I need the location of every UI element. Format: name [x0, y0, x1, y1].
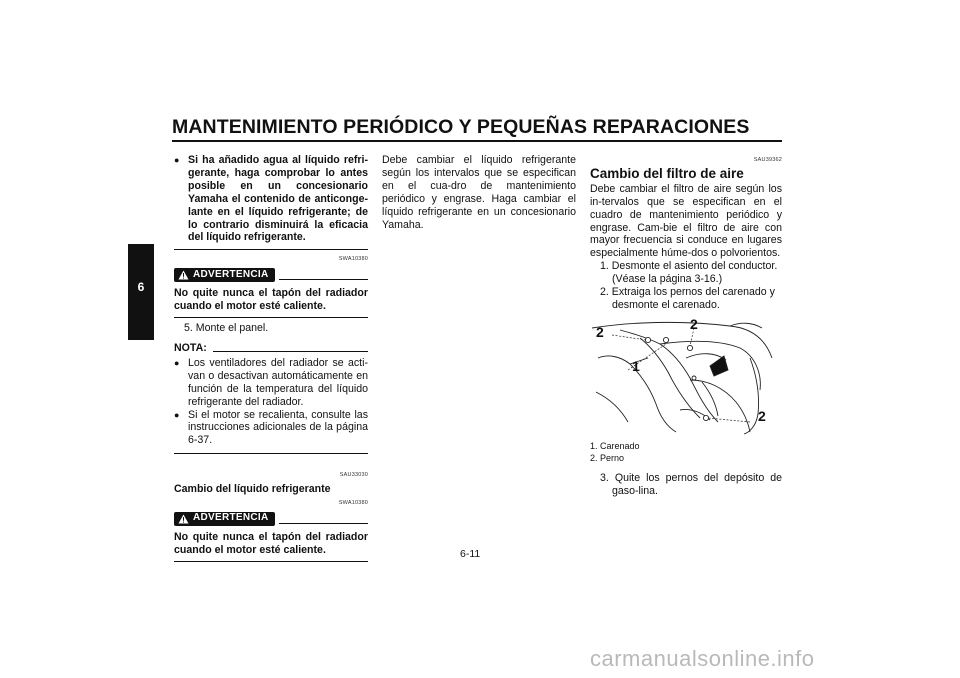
chapter-tab [128, 244, 154, 340]
column-2 [382, 154, 576, 231]
page-number: 6-11 [460, 548, 481, 560]
caption-item: 2. Perno [590, 452, 625, 463]
warning-badge [174, 512, 275, 526]
fairing-illustration [590, 315, 776, 436]
callout-1: 1 [632, 357, 640, 374]
caption-item: 1. Carenado [590, 440, 640, 451]
figure-caption [590, 440, 782, 464]
divider [174, 317, 368, 318]
step-5: 5. Monte el panel. [184, 322, 269, 335]
header-rule [172, 140, 782, 142]
page-title: MANTENIMIENTO PERIÓDICO Y PEQUEÑAS REPARACIONES [172, 116, 750, 138]
section-title: Cambio del líquido refrigerante [174, 483, 331, 496]
warning-triangle-icon [178, 270, 189, 280]
warning-triangle-icon [178, 514, 189, 524]
divider [174, 249, 368, 250]
fairing-figure [590, 315, 776, 436]
nota-label: NOTA: [174, 341, 207, 354]
section-title: Cambio del filtro de aire [590, 165, 744, 181]
air-filter-intro: Debe cambiar el filtro de aire según los in-tervalos que se especifican en el cuadro de mantenimiento periódico y engrase. Cam-bie el filtro de aire con mayor frecuencia si conduce en lugares especialmente húme-dos o polvorientos. [590, 182, 782, 260]
coolant-bullet: ● Si ha añadido agua al líquido refri-gerante, haga comprobar lo antes posible en un concesionario Yamaha el contenido de anticonge-lante en el líquido refrigerante; de lo contrario disminuirá la eficacia del líquido refrigerante. [174, 154, 368, 244]
column-1 [174, 154, 368, 562]
column-3 [590, 154, 782, 498]
doc-code: SWA10380 [338, 256, 368, 263]
chapter-number: 6 [137, 280, 145, 294]
nota-bullet: ● Los ventiladores del radiador se acti-van o desactivan automáticamente en función de la temperatura del líquido refrigerante del radiador. [174, 357, 368, 409]
step-1: 1. Desmonte el asiento del conductor. (Véase la página 3-16.) [600, 260, 778, 286]
divider [174, 453, 368, 454]
warning-header [174, 268, 368, 282]
coolant-paragraph: Debe cambiar el líquido refrigerante según los intervalos que se especifican en el cua-dro de mantenimiento periódico y engrase. Haga cambiar el líquido refrigerante en un concesionario Yamaha. [382, 154, 576, 231]
watermark: carmanualsonline.info [590, 646, 815, 671]
step-3: 3. Quite los pernos del depósito de gaso-lina. [600, 471, 782, 497]
nota-rule [213, 351, 368, 352]
warning-text: No quite nunca el tapón del radiador cuando el motor esté caliente. [174, 287, 368, 313]
divider [174, 561, 368, 562]
warning-label: ADVERTENCIA [193, 512, 269, 524]
doc-code: SAU33030 [339, 472, 368, 479]
warning-text: No quite nunca el tapón del radiador cuando el motor esté caliente. [174, 530, 368, 556]
warning-header [174, 512, 368, 526]
callout-2-left: 2 [596, 323, 604, 340]
callout-2-top: 2 [690, 315, 698, 332]
warning-rule [279, 523, 368, 524]
nota-header [174, 342, 368, 355]
doc-code: SAU39362 [753, 157, 782, 163]
nota-bullet: ● Si el motor se recalienta, consulte las instrucciones adicionales de la página 6-37. [174, 409, 368, 448]
step-2: 2. Extraiga los pernos del carenado y desmonte el carenado. [600, 286, 775, 311]
doc-code: SWA10380 [338, 500, 368, 507]
warning-badge [174, 268, 275, 282]
warning-rule [279, 279, 368, 280]
callout-2-bottom: 2 [758, 407, 766, 424]
warning-label: ADVERTENCIA [193, 268, 269, 280]
